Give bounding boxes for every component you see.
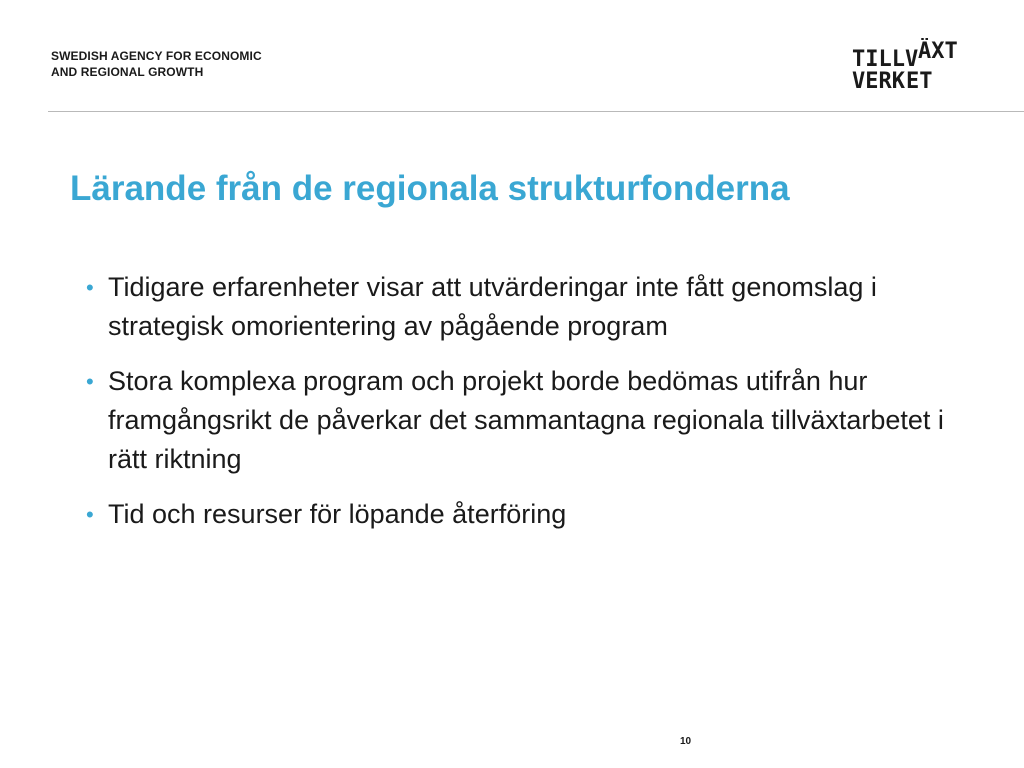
bullet-icon: • (86, 502, 94, 527)
logo-text-tillv: TILLV (852, 47, 919, 72)
bullet-text: Tid och resurser för löpande återföring (108, 499, 567, 529)
header-divider (48, 111, 1024, 112)
bullet-icon: • (86, 369, 94, 394)
bullet-text: Stora komplexa program och projekt borde bedömas utifrån hur framgångsrikt de påverkar det sammantagna regionala tillväxtarbetet i rätt riktning (108, 366, 944, 474)
bullet-item (84, 362, 984, 479)
logo-text-et: ET (906, 69, 933, 94)
page-number: 10 (680, 736, 692, 747)
bullet-item (84, 495, 984, 534)
agency-name (51, 48, 262, 80)
logo-text-axt: ÄXT (918, 39, 958, 64)
bullet-text: Tidigare erfarenheter visar att utvärderingar inte fått genomslag i strategisk omorientering av pågående program (108, 272, 877, 341)
bullet-icon: • (86, 275, 94, 300)
bullet-item (84, 268, 984, 346)
bullet-list (84, 268, 984, 550)
agency-name-line-1: SWEDISH AGENCY FOR ECONOMIC (51, 49, 262, 63)
logo-text-verk: VERK (852, 69, 905, 94)
agency-name-line-2: AND REGIONAL GROWTH (51, 65, 204, 79)
tillvaxtverket-logo (852, 38, 982, 94)
slide-title: Lärande från de regionala strukturfonderna (70, 169, 790, 208)
